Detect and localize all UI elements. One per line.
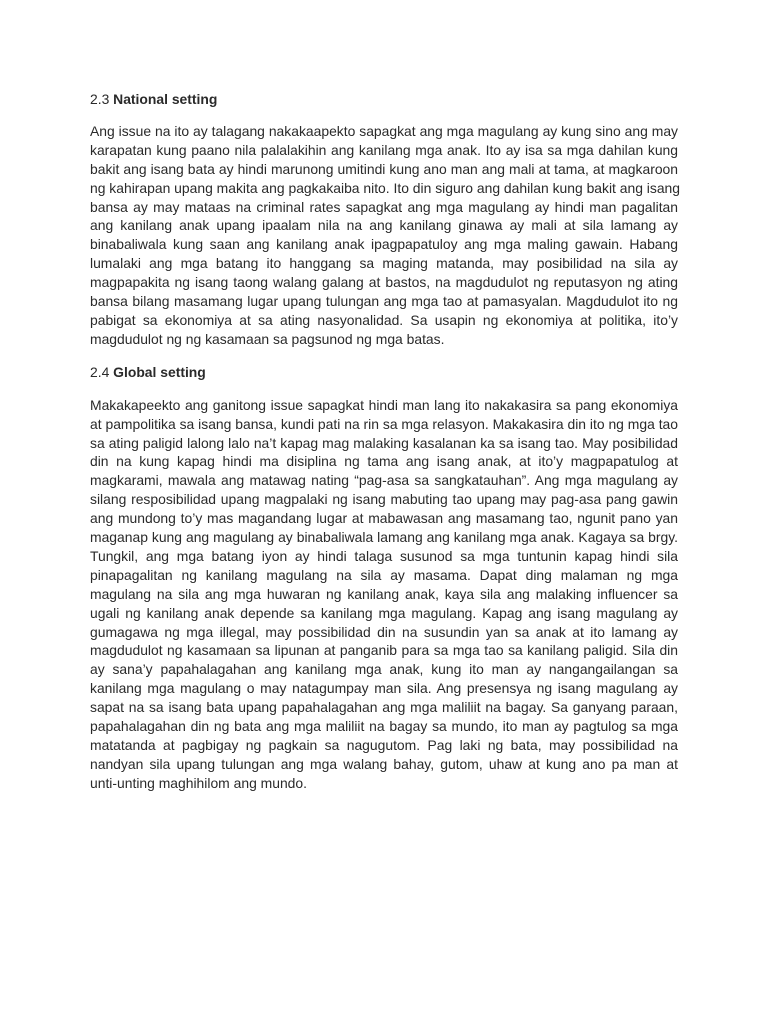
paragraph-line: binabaliwala kung saan ang kanilang anak ipagpapatuloy ang mga maling gawain. Habang <box>90 236 678 253</box>
section-heading-global-setting <box>90 363 678 382</box>
paragraph-line: bansa ay may mataas na criminal rates sapagkat ang mga magulang ay hindi man pagalitan <box>90 198 678 215</box>
paragraph-line: magdudulot ng ng kasamaan sa pagsunod ng mga batas. <box>90 330 445 347</box>
paragraph-line: ay sana’y papahalagahan ang kanilang mga anak, kung ito man ay nangangailangan sa <box>90 661 678 678</box>
paragraph-line: bansa bilang masamang lugar upang tulungan ang mga tao at pamasyalan. Magdudulot ito ng <box>90 293 678 310</box>
paragraph-line: sapat na sa isang bata upang papahalagahan ang mga maliliit na bagay. Sa ganyang paraan, <box>90 699 678 716</box>
paragraph-line: Tungkil, ang mga batang iyon ay hindi talaga susunod sa mga tuntunin kapag hindi sila <box>90 547 678 564</box>
section-paragraph-national-setting <box>90 122 681 349</box>
paragraph-line: ng kahirapan upang makita ang pagkakaiba nito. Ito din siguro ang dahilan kung bakit ang isang <box>90 179 681 196</box>
paragraph-line: unti-unting maghihilom ang mundo. <box>90 774 307 791</box>
paragraph-line: matatanda at pagbigay ng pagkain sa nagugutom. Pag laki ng bata, may possibilidad na <box>90 737 678 753</box>
section-heading-national-setting <box>90 90 678 109</box>
paragraph-line: ang kanilang anak upang ipaalam nila na ang kanilang ginawa ay mali at sila lamang ay <box>90 217 678 234</box>
paragraph-line: magdudulot ng kasamaan sa lipunan at panganib para sa mga tao sa kanilang paligid. Sila din <box>90 642 678 659</box>
paragraph-line: pinapagalitan ng kanilang magulang na sila ay masama. Dapat ding malaman ng mga <box>90 566 678 583</box>
paragraph-line: maganap kung ang magulang ay binabaliwala lamang ang kanilang mga anak. Kagaya sa brgy. <box>90 529 678 546</box>
paragraph-line: gumagawa ng mga illegal, may possibilidad din na susundin yan sa anak at ito lamang ay <box>90 623 678 640</box>
paragraph-line: at pampolitika sa isang bansa, kundi pati na rin sa mga relasyon. Makakasira din ito ng mga tao <box>90 415 678 432</box>
paragraph-line: magulang na sila ang mga huwaran ng kanilang anak, kaya sila ang malaking influencer sa <box>90 585 678 602</box>
section-title: National setting <box>113 91 218 107</box>
paragraph-line: ugali ng kanilang anak depende sa kanilang mga magulang. Kapag ang isang magulang ay <box>90 604 678 621</box>
section-number: 2.3 <box>90 91 110 107</box>
paragraph-line: Ang issue na ito ay talagang nakakaapekto sapagkat ang mga magulang ay kung sino ang may <box>90 122 678 139</box>
document-page <box>90 90 681 793</box>
paragraph-line: magkarami, mawala ang matawag nating “pag-asa sa sangkatauhan”. Ang mga magulang ay <box>90 472 678 489</box>
paragraph-line: ang mundong to’y mas magandang lugar at mabawasan ang masamang tao, ngunit pano yan <box>90 510 678 527</box>
paragraph-line: karapatan kung paano nila palalakihin ang kanilang mga anak. Ito ay isa sa mga dahilan kung <box>90 141 678 158</box>
section-paragraph-global-setting <box>90 396 678 793</box>
paragraph-line: papahalagahan din ng bata ang mga maliliit na bagay sa mundo, ito man ay pagtulog sa mga <box>90 718 678 735</box>
paragraph-line: kanilang mga magulang o may natagumpay man sila. Ang presensya ng isang magulang ay <box>90 680 678 697</box>
paragraph-line: sa ating paligid lalong lalo na’t kapag mag malaking kasalanan ka sa isang tao. May posibilidad <box>90 434 678 451</box>
paragraph-line: silang resposibilidad upang magpalaki ng isang mabuting tao upang may pag-asa pang gawin <box>90 491 678 508</box>
paragraph-line: bakit ang isang bata ay hindi marunong umitindi kung ano man ang mali at tama, at magkaroon <box>90 160 678 177</box>
section-number: 2.4 <box>90 363 110 380</box>
paragraph-line: pabigat sa ekonomiya at sa ating nasyonalidad. Sa usapin ng ekonomiya at politika, ito’y <box>90 311 678 328</box>
paragraph-line: magpapakita ng isang taong walang galang at bastos, na magdudulot ng reputasyon ng ating <box>90 274 678 291</box>
paragraph-line: nandyan sila upang tulungan ang mga walang bahay, gutom, uhaw at kung ano pa man at <box>90 755 678 772</box>
paragraph-line: Makakapeekto ang ganitong issue sapagkat hindi man lang ito nakakasira sa pang ekonomiya <box>90 396 678 413</box>
section-title: Global setting <box>113 363 206 380</box>
paragraph-line: lumalaki ang mga batang ito hanggang sa maging matanda, may posibilidad na sila ay <box>90 255 678 272</box>
paragraph-line: din na kung kapag hindi ma disiplina ng tama ang isang anak, at ito’y magpapatulog at <box>90 453 678 470</box>
